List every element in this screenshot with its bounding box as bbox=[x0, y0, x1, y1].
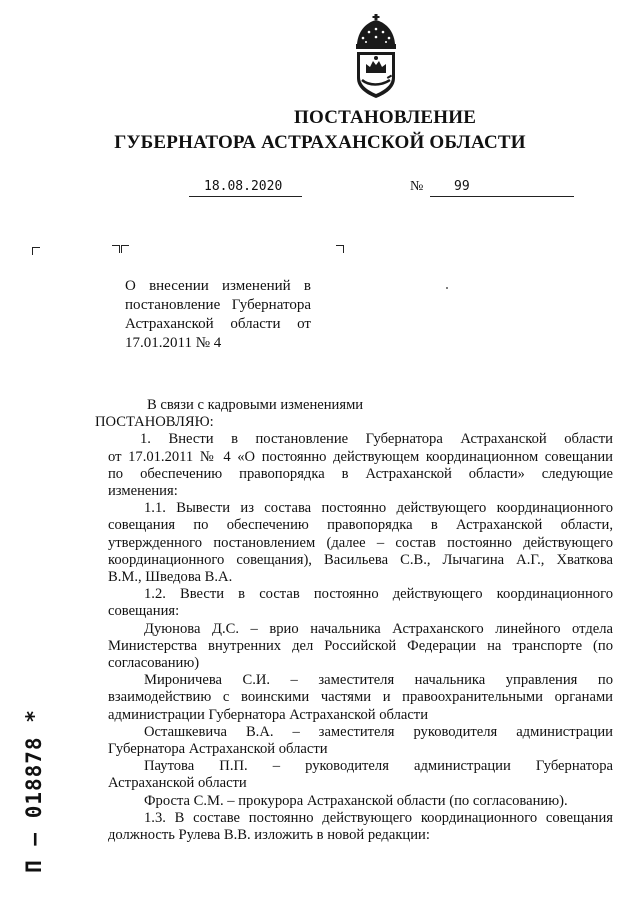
corner-mark bbox=[336, 245, 344, 253]
document-issuer: ГУБЕРНАТОРА АСТРАХАНСКОЙ ОБЛАСТИ bbox=[114, 132, 526, 153]
body-line: совещания: bbox=[108, 603, 180, 620]
body-line: 1.2. Ввести в состав постоянно действующего координационного bbox=[144, 586, 613, 603]
body-line: Министерства внутренних дел Российской Федерации на транспорте (по bbox=[108, 637, 613, 654]
serial-stamp bbox=[14, 706, 54, 876]
body-line: от 17.01.2011 № 4 «О постоянно действующем координационном совещании bbox=[108, 448, 613, 465]
document-title: ПОСТАНОВЛЕНИЕ bbox=[294, 107, 477, 128]
body-line: Паутова П.П. – руководителя администрации Губернатора bbox=[144, 758, 613, 775]
document-date: 18.08.2020 bbox=[189, 178, 302, 197]
document-number: 99 bbox=[430, 178, 574, 197]
number-sign: № bbox=[410, 179, 424, 194]
body-line: 1.1. Вывести из состава постоянно действующего координационного bbox=[144, 500, 613, 517]
body-line: Губернатора Астраханской области bbox=[108, 741, 328, 758]
subject-line: О внесении изменений в bbox=[125, 278, 311, 294]
body-line: должность Рулева В.В. изложить в новой редакции: bbox=[108, 827, 430, 844]
body-line: В связи с кадровыми изменениями bbox=[147, 397, 364, 413]
body-line: Астраханской области bbox=[108, 775, 247, 792]
speck bbox=[446, 287, 448, 289]
body-line: по обеспечению правопорядка в Астраханской области» следующие bbox=[108, 465, 613, 482]
corner-mark bbox=[32, 247, 40, 255]
body-line: 1. Внести в постановление Губернатора Астраханской области bbox=[140, 431, 613, 448]
body-line: ПОСТАНОВЛЯЮ: bbox=[95, 414, 214, 431]
body-line: 1.3. В составе постоянно действующего координационного совещания bbox=[144, 809, 613, 826]
body-line: взаимодействию с воинскими частями и правоохранительными органами bbox=[108, 689, 613, 706]
subject-line: Астраханской области от bbox=[125, 316, 311, 332]
corner-mark bbox=[121, 245, 129, 253]
body-line: В.М., Шведова В.А. bbox=[108, 569, 233, 586]
body-line: администрации Губернатора Астраханской области bbox=[108, 706, 428, 723]
body-line: согласованию) bbox=[108, 655, 200, 672]
document-body bbox=[95, 397, 613, 844]
body-line: координационного совещания), Васильева С.В., Лычагина А.Г., Хваткова bbox=[108, 551, 613, 568]
body-line: совещания по обеспечению правопорядка в Астраханской области, bbox=[108, 517, 613, 534]
body-line: Дуюнова Д.С. – врио начальника Астраханского линейного отдела bbox=[144, 620, 613, 637]
astrakhan-coat-of-arms-icon bbox=[351, 14, 401, 100]
body-line: изменения: bbox=[108, 483, 178, 500]
corner-mark bbox=[112, 245, 120, 253]
serial-stamp-text: П – 018878 * bbox=[22, 709, 46, 873]
body-line: Фроста С.М. – прокурора Астраханской области (по согласованию). bbox=[144, 792, 568, 809]
body-line: утвержденного постановлением (далее – состав постоянно действующего bbox=[108, 534, 613, 551]
body-line: Мироничева С.И. – заместителя начальника управления по bbox=[144, 672, 613, 689]
subject-line: 17.01.2011 № 4 bbox=[125, 335, 222, 351]
subject-line: постановление Губернатора bbox=[125, 297, 311, 313]
body-line: Осташкевича В.А. – заместителя руководителя администрации bbox=[144, 723, 613, 740]
document-subject bbox=[125, 277, 311, 353]
